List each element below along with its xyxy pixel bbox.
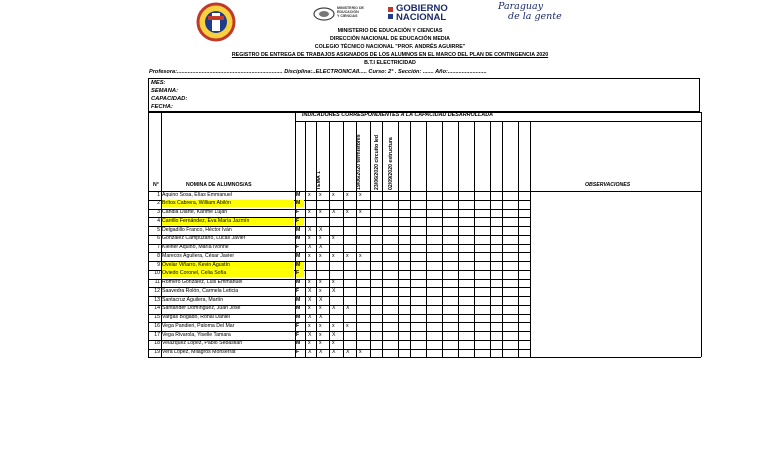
column-line — [490, 121, 491, 357]
column-line — [458, 121, 459, 357]
semana-label: SEMANA: — [151, 88, 179, 94]
delivery-mark: X — [332, 331, 336, 338]
column-line — [442, 121, 443, 357]
paraguay-text: Paraguay — [498, 1, 544, 12]
row-number: 14 — [154, 305, 160, 312]
column-line — [398, 121, 399, 357]
delivery-mark: x — [346, 322, 349, 329]
delivery-mark: x — [359, 191, 362, 198]
column-line — [305, 121, 306, 357]
student-name: Vega Pandieri, Paloma Del Mar — [162, 322, 235, 329]
delivery-mark: x — [332, 340, 335, 347]
gobierno-nacional-logo — [388, 5, 468, 23]
delivery-mark: X — [346, 349, 350, 355]
column-line — [502, 121, 503, 357]
row-number: 17 — [154, 331, 160, 338]
student-sex: M — [296, 296, 301, 303]
row-number: 12 — [154, 287, 160, 294]
student-name: Romero González, Luis Emmanuel — [162, 279, 243, 285]
delivery-mark: x — [319, 305, 322, 312]
delivery-mark: x — [319, 252, 322, 259]
row-number: 2 — [157, 200, 160, 207]
student-sex: F — [296, 218, 304, 225]
delivery-mark: x — [332, 322, 335, 329]
delivery-mark: x — [319, 287, 322, 294]
row-number: 15 — [154, 314, 160, 320]
student-name: Saavedra Rolón, Carmela Leticia — [162, 287, 239, 294]
delivery-mark: x — [332, 235, 335, 242]
student-sex: M — [296, 191, 301, 198]
student-sex: M — [296, 200, 304, 207]
row-number: 18 — [154, 340, 160, 347]
row-number: 5 — [157, 226, 160, 233]
delivery-mark: x — [308, 340, 311, 347]
row-number: 7 — [157, 244, 160, 250]
student-sex: M — [296, 235, 301, 242]
delivery-mark: X — [319, 244, 323, 250]
delivery-mark: x — [346, 191, 349, 198]
indicators-title: INDICADORES CORRESPONDIENTES A LA CAPACIDAD DESARROLLADA — [302, 112, 493, 118]
column-line — [474, 121, 475, 357]
student-name: Oviedo Coronel, Celia Sofía — [162, 270, 294, 277]
delivery-mark: X — [308, 287, 312, 294]
delivery-mark: x — [319, 209, 322, 215]
register-title: REGISTRO DE ENTREGA DE TRABAJOS ASIGNADOS DE LOS ALUMNOS EN EL MARCO DEL PLAN DE CONTINGENCIA 2020 — [231, 52, 549, 58]
delivery-mark: X — [308, 314, 312, 320]
column-line — [701, 112, 702, 357]
student-sex: M — [296, 279, 301, 285]
row-number: 1 — [157, 191, 160, 198]
nacional-text: NACIONAL — [396, 11, 447, 23]
row-number: 4 — [157, 217, 160, 224]
column-line — [343, 121, 344, 357]
vertical-header-estructura: 02/09/2020 estructura — [388, 137, 394, 190]
delivery-mark: x — [332, 252, 335, 259]
education-logo-line1: MINISTERIO DE — [337, 6, 364, 10]
student-name: Vega Rivarola, Yiselle Tamara — [162, 331, 231, 338]
student-name: Aquino Sosa, Elías Emmanuel — [162, 191, 233, 198]
student-name: Brítos Cabrera, William Abilón — [162, 200, 294, 207]
row-number: 11 — [154, 279, 160, 285]
column-line — [370, 121, 371, 357]
delivery-mark: X — [319, 226, 323, 233]
delivery-mark: x — [359, 252, 362, 259]
delivery-mark: x — [308, 252, 311, 259]
observations-column-header: OBSERVACIONES — [585, 182, 631, 188]
column-line — [530, 121, 531, 357]
ministry-heading: MINISTERIO DE EDUCACIÓN Y CIENCIAS — [337, 28, 443, 34]
column-line — [410, 121, 411, 357]
mes-label: MES: — [151, 80, 166, 86]
student-name: Vera López, Milagros Monserrat — [162, 349, 236, 355]
de-la-gente-text: de la gente — [508, 11, 562, 22]
row-number: 6 — [157, 235, 160, 242]
column-line — [316, 121, 317, 357]
delivery-mark: x — [308, 322, 311, 329]
student-sex: F — [296, 349, 300, 355]
course-subtitle: B.T.I ELECTRICIDAD — [364, 60, 416, 66]
row-number: 9 — [157, 261, 160, 268]
delivery-mark: x — [346, 252, 349, 259]
student-name: Marecos Aguilera, César Javier — [162, 252, 235, 259]
row-number: 10 — [154, 270, 160, 277]
info-box — [148, 78, 700, 112]
delivery-mark: x — [319, 191, 322, 198]
delivery-mark: X — [332, 209, 336, 215]
row-number: 13 — [154, 296, 160, 303]
delivery-mark: x — [319, 279, 322, 285]
delivery-mark: X — [308, 349, 312, 355]
student-sex: M — [296, 226, 301, 233]
delivery-mark: x — [319, 331, 322, 338]
student-name: Candia Diarte, Karime Luján — [162, 209, 228, 215]
education-logo-line3: Y CIENCIAS — [337, 14, 358, 19]
row-number: 19 — [154, 349, 160, 355]
row-number: 16 — [154, 322, 160, 329]
table-border-top — [148, 112, 701, 113]
education-logo-line2: EDUCACIÓN — [337, 10, 359, 15]
delivery-mark: x — [332, 191, 335, 198]
vertical-header-circuito-led: 23/06/2020 circuito led — [374, 134, 380, 190]
vertical-header-termistores: 19/06/2020 termistores — [356, 134, 362, 190]
delivery-mark: x — [308, 235, 311, 242]
vertical-header-tema1: TEMA 1 — [316, 171, 322, 190]
gobierno-text: GOBIERNO — [396, 3, 448, 14]
delivery-mark: x — [359, 209, 362, 215]
student-name: Vargas Bogado, Ronal Daniel — [162, 314, 230, 320]
student-name: Delgadillo Franco, Héctor Iván — [162, 226, 232, 233]
student-name: González Campuzano, Lucas Javier — [162, 235, 246, 242]
delivery-mark: x — [346, 209, 349, 215]
student-sex: F — [296, 244, 300, 250]
delivery-mark: X — [308, 331, 312, 338]
column-line — [356, 121, 357, 357]
delivery-mark: X — [346, 305, 350, 312]
delivery-mark: x — [308, 209, 311, 215]
delivery-mark: x — [319, 322, 322, 329]
student-sex: M — [296, 262, 304, 269]
delivery-mark: x — [359, 349, 362, 355]
fecha-label: FECHA: — [151, 104, 173, 110]
student-sex: M — [296, 252, 301, 259]
student-sex: F — [296, 331, 300, 338]
delivery-mark: X — [308, 244, 312, 250]
student-sex: M — [296, 305, 301, 312]
delivery-mark: x — [332, 279, 335, 285]
row-number: 8 — [157, 252, 160, 259]
column-line — [518, 121, 519, 357]
student-sex: F — [296, 322, 300, 329]
delivery-mark: x — [308, 305, 311, 312]
name-column-header: NOMINA DE ALUMNOS/AS — [186, 182, 252, 188]
row-number: 3 — [157, 209, 160, 215]
paraguay-logo — [494, 2, 564, 28]
table-border-bottom — [148, 357, 701, 358]
delivery-mark: x — [319, 340, 322, 347]
delivery-mark: X — [319, 296, 323, 303]
column-line — [426, 121, 427, 357]
student-sex: F — [296, 209, 300, 215]
students-table — [148, 112, 701, 357]
student-sex: F — [296, 270, 304, 277]
student-sex: M — [296, 314, 301, 320]
student-name: Carrillo Fernández, Eva María Jazmín — [162, 218, 294, 225]
number-column-header: N° — [153, 182, 159, 188]
school-heading: COLEGIO TÉCNICO NACIONAL "PROF. ANDRÉS AGUIRRE" — [314, 44, 466, 50]
delivery-mark: X — [332, 349, 336, 355]
student-name: Santacruz Aguilera, Martín — [162, 296, 224, 303]
delivery-mark: x — [308, 191, 311, 198]
delivery-mark: X — [319, 349, 323, 355]
student-name: Ovelar Viñarro, Kevin Agustín — [162, 262, 294, 269]
teacher-discipline-line: Profesora:.................................................................... Disciplina:..ELECTRONICAII..... Curso: 2° . Sección: ....... Año:......................... — [149, 69, 487, 75]
student-sex: F — [296, 287, 300, 294]
delivery-mark: X — [308, 296, 312, 303]
capacidad-label: CAPACIDAD: — [151, 96, 188, 102]
column-line — [382, 121, 383, 357]
student-name: Kleiner Aquino, María Ivonne — [162, 244, 229, 250]
delivery-mark: x — [319, 235, 322, 242]
delivery-mark: X — [332, 305, 336, 312]
delivery-mark: X — [319, 314, 323, 320]
student-name: Santander Domínguez, Juan José — [162, 305, 241, 312]
direction-heading: DIRECCIÓN NACIONAL DE EDUCACIÓN MEDIA — [330, 36, 450, 42]
delivery-mark: X — [332, 287, 336, 294]
column-line — [329, 121, 330, 357]
delivery-mark: X — [308, 226, 312, 233]
student-sex: M — [296, 340, 301, 347]
student-name: Velázquez López, Pablo Sebastián — [162, 340, 243, 347]
education-ministry-logo — [313, 6, 377, 22]
delivery-mark: x — [308, 279, 311, 285]
